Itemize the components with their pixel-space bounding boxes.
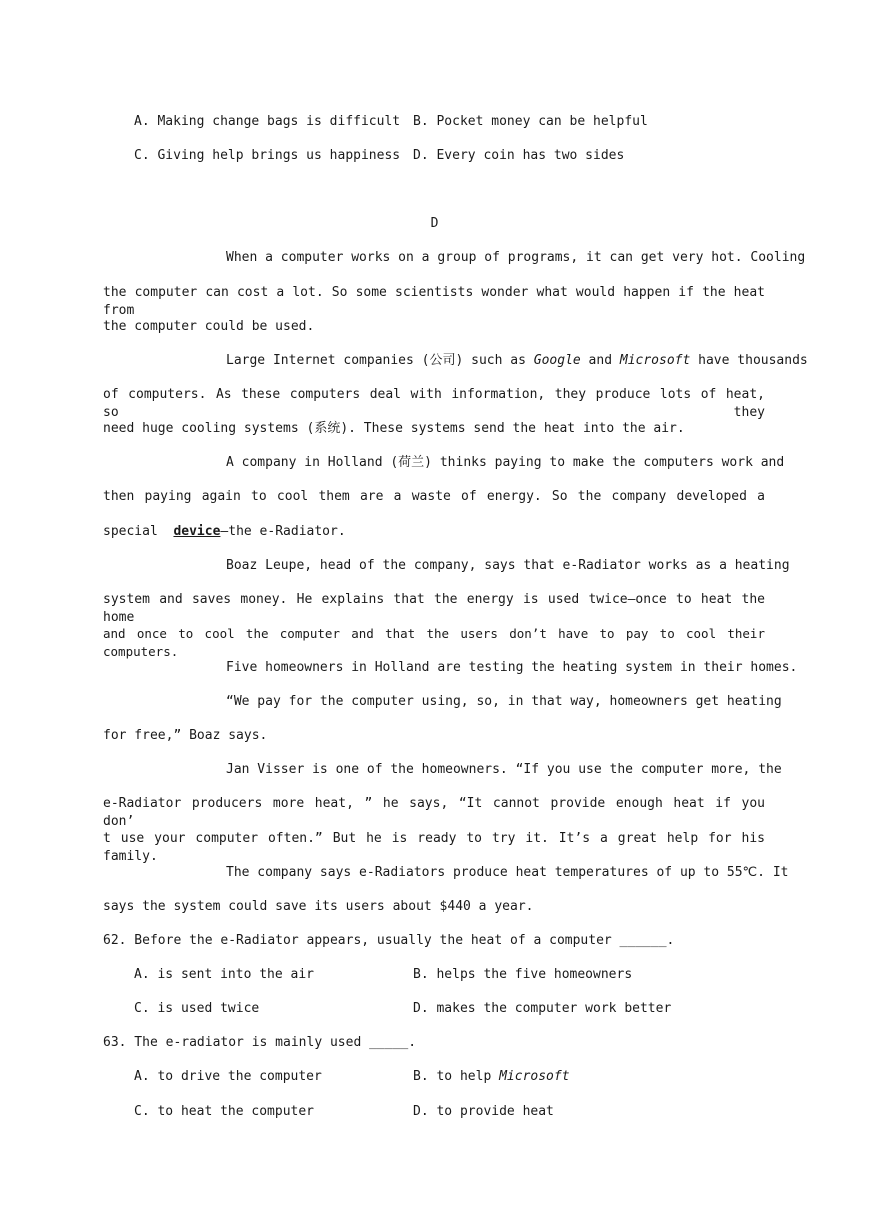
option-b: B. Pocket money can be helpful <box>413 114 648 129</box>
q63-option-a: A. to drive the computer <box>134 1069 322 1084</box>
paragraph-line: e-Radiator producers more heat, ” he says, “It cannot provide enough heat if you don’ <box>103 796 765 829</box>
q62-option-d: D. makes the computer work better <box>413 1001 672 1016</box>
text: B. to help <box>413 1069 500 1084</box>
underlined-word-device: device <box>173 524 221 539</box>
option-a: A. Making change bags is difficult <box>134 114 401 129</box>
paragraph-line: system and saves money. He explains that the energy is used twice—once to heat the home <box>103 592 765 625</box>
text: special <box>103 524 174 539</box>
paragraph-line: Jan Visser is one of the homeowners. “If you use the computer more, the <box>226 762 782 777</box>
passage-heading: D <box>430 216 439 231</box>
question-stem-63: 63. The e-radiator is mainly used _____. <box>103 1035 417 1050</box>
paragraph-line: and once to cool the computer and that the users don’t have to pay to cool their computers. <box>103 626 765 659</box>
option-c: C. Giving help brings us happiness <box>134 148 401 163</box>
company-name-microsoft: Microsoft <box>619 353 691 368</box>
paragraph-line: of computers. As these computers deal with information, they produce lots of heat, so they <box>103 387 765 420</box>
paragraph-line: A company in Holland (荷兰) thinks paying to make the computers work and <box>226 455 785 470</box>
paragraph-line <box>226 352 808 370</box>
q62-option-a: A. is sent into the air <box>134 967 315 982</box>
paragraph-line: then paying again to cool them are a waste of energy. So the company developed a <box>103 489 765 504</box>
q63-option-b <box>413 1068 570 1086</box>
paragraph-line: “We pay for the computer using, so, in that way, homeowners get heating <box>226 694 782 709</box>
paragraph-line: says the system could save its users about $440 a year. <box>103 899 534 914</box>
paragraph-line <box>103 523 346 541</box>
company-name-microsoft: Microsoft <box>499 1069 570 1084</box>
paragraph-line: need huge cooling systems (系统). These systems send the heat into the air. <box>103 421 685 436</box>
paragraph-line: The company says e-Radiators produce heat temperatures of up to 55℃. It <box>226 865 789 880</box>
option-d: D. Every coin has two sides <box>413 148 625 163</box>
text: and <box>580 353 620 368</box>
q62-option-c: C. is used twice <box>134 1001 260 1016</box>
paragraph-line: the computer could be used. <box>103 319 315 334</box>
paragraph-line: t use your computer often.” But he is ready to try it. It’s a great help for his family. <box>103 831 765 864</box>
company-name-google: Google <box>533 353 581 368</box>
paragraph-line: for free,” Boaz says. <box>103 728 268 743</box>
question-stem-62: 62. Before the e-Radiator appears, usually the heat of a computer ______. <box>103 933 675 948</box>
q62-option-b: B. helps the five homeowners <box>413 967 633 982</box>
paragraph-line: Boaz Leupe, head of the company, says that e-Radiator works as a heating <box>226 558 790 573</box>
paragraph-line: Five homeowners in Holland are testing the heating system in their homes. <box>226 660 798 675</box>
paragraph-line: the computer can cost a lot. So some scientists wonder what would happen if the heat from <box>103 285 765 318</box>
text: have thousands <box>690 353 808 368</box>
q63-option-c: C. to heat the computer <box>134 1104 315 1119</box>
text: Large Internet companies (公司) such as <box>226 353 534 368</box>
q63-option-d: D. to provide heat <box>413 1104 554 1119</box>
paragraph-line: When a computer works on a group of programs, it can get very hot. Cooling <box>226 250 806 265</box>
text: —the e-Radiator. <box>220 524 346 539</box>
